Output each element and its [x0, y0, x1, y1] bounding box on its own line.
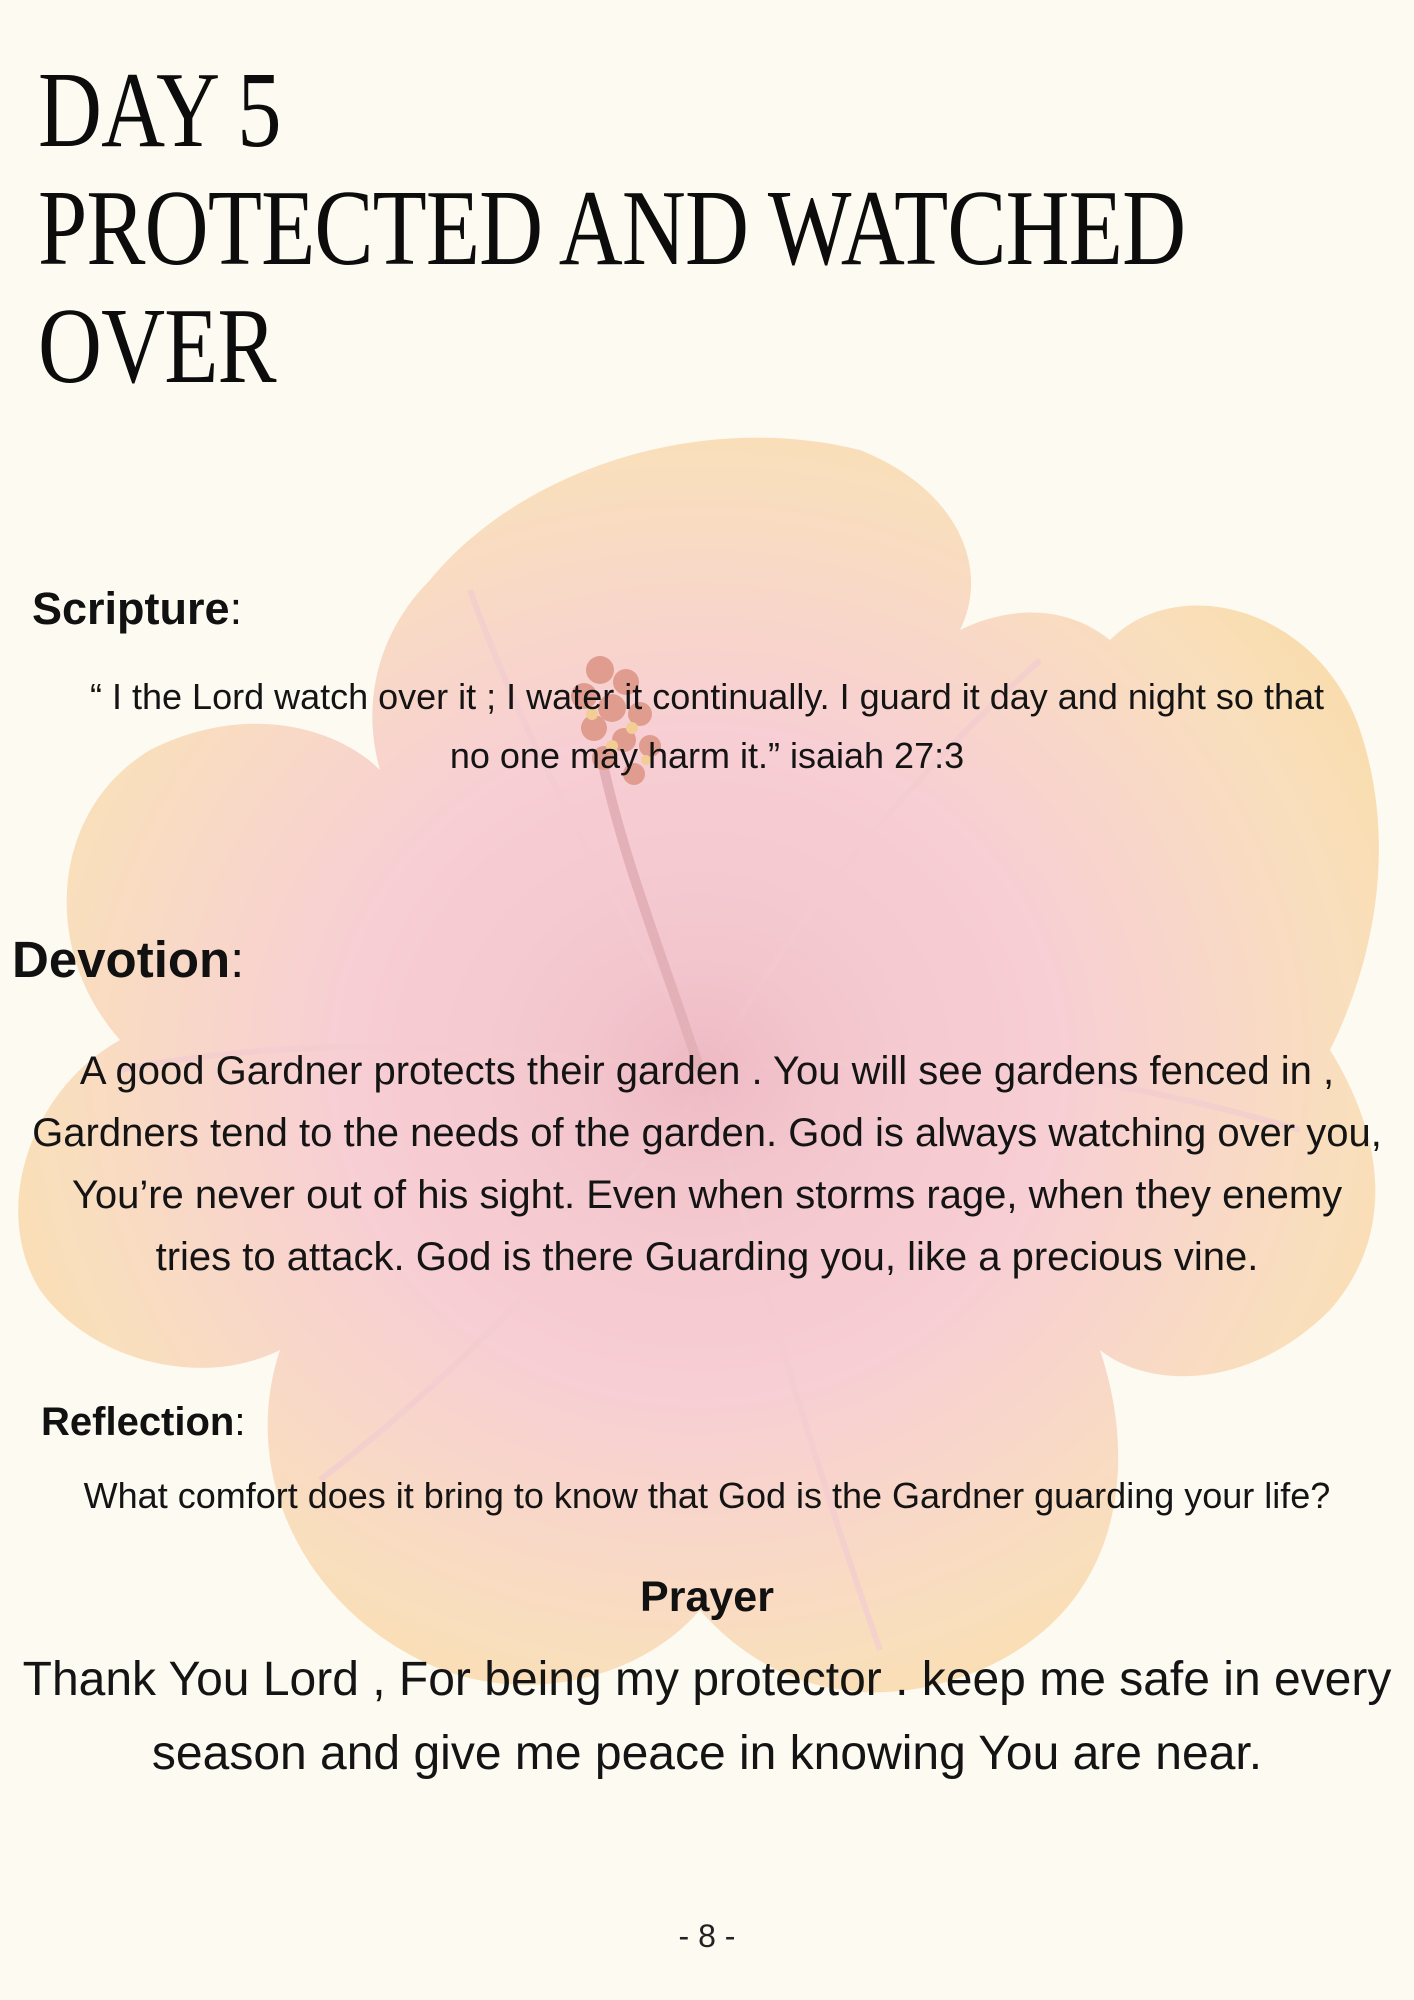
scripture-heading-colon: :: [229, 583, 243, 634]
reflection-text: [0, 1472, 1414, 1520]
scripture-heading-label: Scripture: [32, 583, 230, 634]
devotion-line: tries to attack. God is there Guarding you, like a precious vine.: [155, 1235, 1259, 1279]
devotion-line: Gardners tend to the needs of the garden. God is always watching over you,: [32, 1111, 1382, 1155]
scripture-line: “ I the Lord watch over it ; I water it continually. I guard it day and night so that: [90, 676, 1324, 717]
prayer-text: [0, 1643, 1414, 1791]
title-line-3: OVER: [38, 287, 276, 406]
devotion-heading: [12, 930, 244, 989]
scripture-text: [0, 667, 1414, 785]
scripture-line: no one may harm it.” isaiah 27:3: [449, 735, 965, 776]
prayer-heading: Prayer: [640, 1573, 774, 1621]
devotion-text: [0, 1040, 1414, 1288]
devotion-heading-colon: :: [230, 931, 245, 988]
reflection-line: What comfort does it bring to know that God is the Gardner guarding your life?: [83, 1475, 1331, 1516]
page-title: [38, 52, 1268, 406]
page-number: - 8 -: [678, 1918, 736, 1954]
title-line-2: PROTECTED AND WATCHED: [38, 169, 1186, 288]
reflection-heading: [41, 1400, 245, 1445]
scripture-heading: [32, 583, 242, 635]
devotion-line: You’re never out of his sight. Even when storms rage, when they enemy: [71, 1173, 1343, 1217]
prayer-line: season and give me peace in knowing You are near.: [151, 1727, 1263, 1780]
devotion-heading-label: Devotion: [12, 931, 231, 988]
prayer-line: Thank You Lord , For being my protector . keep me safe in every: [22, 1653, 1392, 1706]
devotion-line: A good Gardner protects their garden . You will see gardens fenced in ,: [79, 1049, 1335, 1093]
reflection-heading-colon: :: [234, 1400, 246, 1444]
reflection-heading-label: Reflection: [41, 1400, 235, 1444]
title-day: DAY 5: [38, 51, 281, 170]
